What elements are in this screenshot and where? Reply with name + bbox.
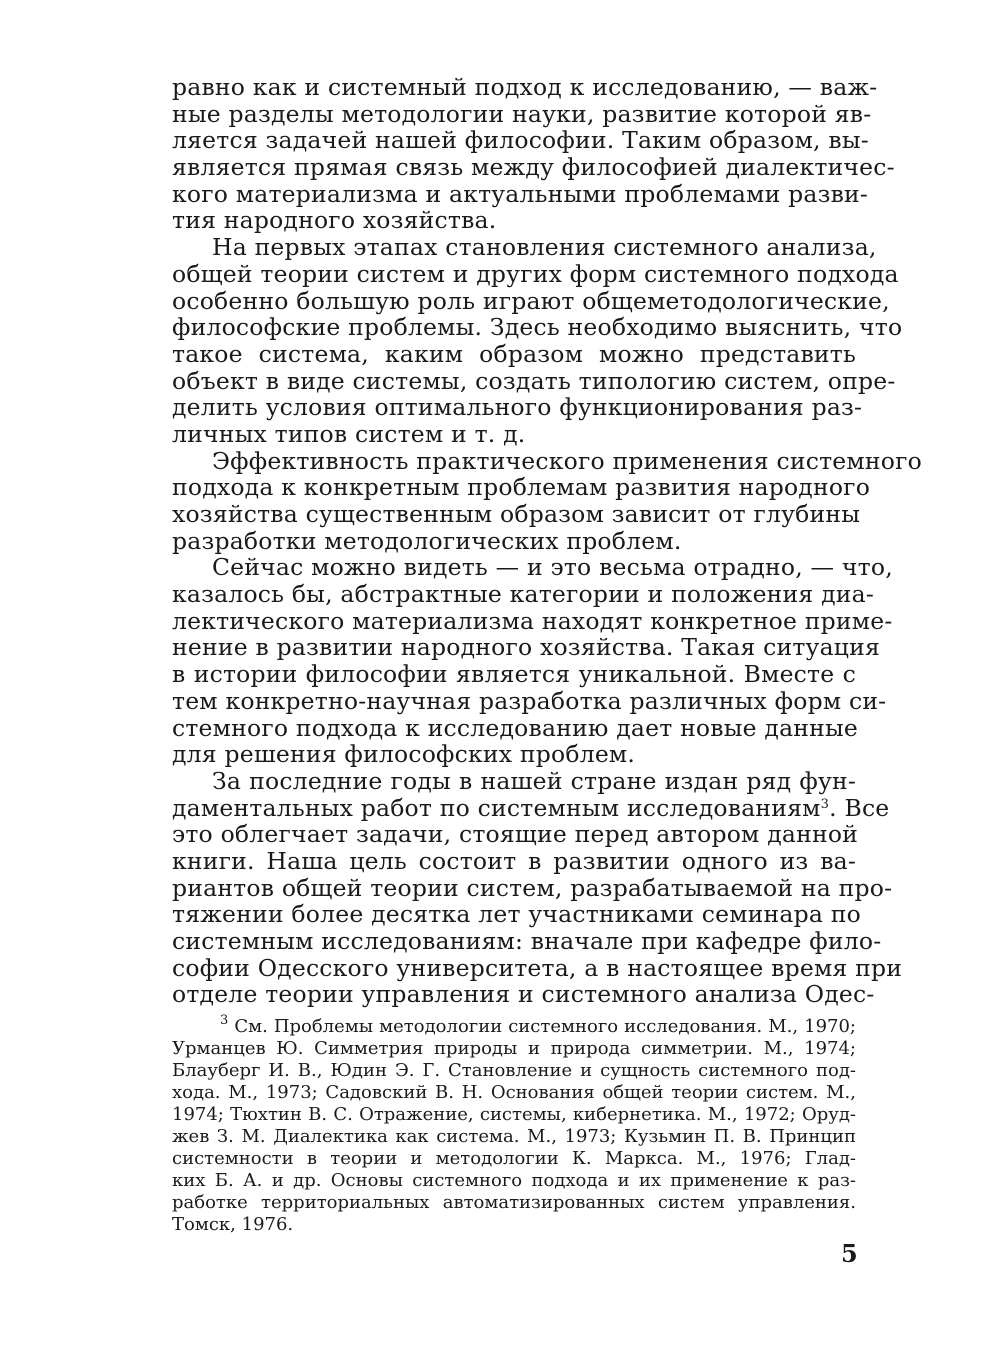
- footnote-block: [172, 1013, 856, 1236]
- footnote-line: [172, 1013, 856, 1038]
- text-line: тия народного хозяйства.: [172, 206, 497, 235]
- text-line: ные разделы методологии науки, развитие которой яв-: [172, 99, 872, 128]
- paragraph-start-line: Эффективность практического применения системного: [212, 446, 922, 475]
- text-line: тем конкретно-научная разработка различных форм си-: [172, 686, 887, 715]
- text-line: делить условия оптимального функционирования раз-: [172, 393, 863, 422]
- text-line: тяжении более десятка лет участниками семинара по: [172, 900, 861, 929]
- text-line: философские проблемы. Здесь необходимо выяснить, что: [172, 313, 903, 342]
- page-margin: [0, 0, 160, 1365]
- text-fragment: даментальных работ по системным исследованиям: [172, 793, 821, 822]
- text-line: личных типов систем и т. д.: [172, 419, 526, 448]
- text-line: кого материализма и актуальными проблемами разви-: [172, 179, 869, 208]
- text-line: является прямая связь между философией диалектичес-: [172, 153, 895, 182]
- paragraph-start-line: Сейчас можно видеть — и это весьма отрадно, — что,: [212, 553, 893, 582]
- text-line: разработки методологических проблем.: [172, 526, 682, 555]
- footnote-line: Блауберг И. В., Юдин Э. Г. Становление и сущность системного под-: [172, 1060, 856, 1081]
- footnote-line: хода. М., 1973; Садовский В. Н. Основания общей теории систем. М.,: [172, 1082, 856, 1103]
- text-line: нение в развитии народного хозяйства. Такая ситуация: [172, 633, 880, 662]
- footnote-reference: 3: [820, 796, 830, 812]
- text-line: для решения философских проблем.: [172, 740, 636, 769]
- text-line: особенно большую роль играют общеметодологические,: [172, 286, 890, 315]
- paragraph-start-line: За последние годы в нашей стране издан ряд фун-: [212, 766, 856, 795]
- main-text: [172, 73, 922, 1009]
- footnote-line: 1974; Тюхтин В. С. Отражение, системы, кибернетика. М., 1972; Оруд-: [172, 1104, 856, 1125]
- text-line: книги. Наша цель состоит в развитии одного из ва-: [172, 846, 856, 875]
- text-line: системным исследованиям: вначале при кафедре фило-: [172, 927, 882, 955]
- text-line: подхода к конкретным проблемам развития народного: [172, 473, 871, 502]
- text-line: риантов общей теории систем, разрабатываемой на про-: [172, 873, 893, 902]
- footnote-line: жев З. М. Диалектика как система. М., 1973; Кузьмин П. В. Принцип: [172, 1126, 856, 1147]
- footnote-line: работке территориальных автоматизированных систем управления.: [172, 1192, 856, 1213]
- text-line: ляется задачей нашей философии. Таким образом, вы-: [172, 126, 869, 155]
- text-line: софии Одесского университета, а в настоящее время при: [172, 953, 903, 982]
- footnote-line: ких Б. А. и др. Основы системного подхода и их применение к раз-: [172, 1170, 856, 1191]
- footnote-line: Томск, 1976.: [172, 1214, 294, 1235]
- text-line-with-footnote-ref: [172, 793, 890, 822]
- text-line: объект в виде системы, создать типологию систем, опре-: [172, 366, 896, 395]
- text-line: отделе теории управления и системного анализа Одес-: [172, 980, 875, 1009]
- text-line: лектического материализма находят конкретное приме-: [172, 606, 893, 635]
- footnote-line: Урманцев Ю. Симметрия природы и природа симметрии. М., 1974;: [172, 1038, 856, 1059]
- footnote-line: системности в теории и методологии К. Маркса. М., 1976; Глад-: [172, 1148, 856, 1169]
- paragraph-start-line: На первых этапах становления системного анализа,: [212, 233, 877, 262]
- text-line: хозяйства существенным образом зависит от глубины: [172, 500, 861, 528]
- text-line: в истории философии является уникальной. Вместе с: [172, 660, 856, 689]
- footnote-text: См. Проблемы методологии системного исследования. М., 1970;: [234, 1016, 856, 1037]
- text-line: равно как и системный подход к исследованию, — важ-: [172, 73, 878, 101]
- text-line: это облегчает задачи, стоящие перед автором данной: [172, 820, 859, 849]
- footnote-marker: 3: [220, 1013, 229, 1028]
- text-line: общей теории систем и других форм системного подхода: [172, 259, 899, 288]
- text-line: казалось бы, абстрактные категории и положения диа-: [172, 580, 874, 609]
- text-fragment: . Все: [829, 793, 890, 822]
- text-line: стемного подхода к исследованию дает новые данные: [172, 713, 859, 742]
- text-line: такое система, каким образом можно представить: [172, 339, 856, 368]
- page-number: 5: [841, 1239, 858, 1268]
